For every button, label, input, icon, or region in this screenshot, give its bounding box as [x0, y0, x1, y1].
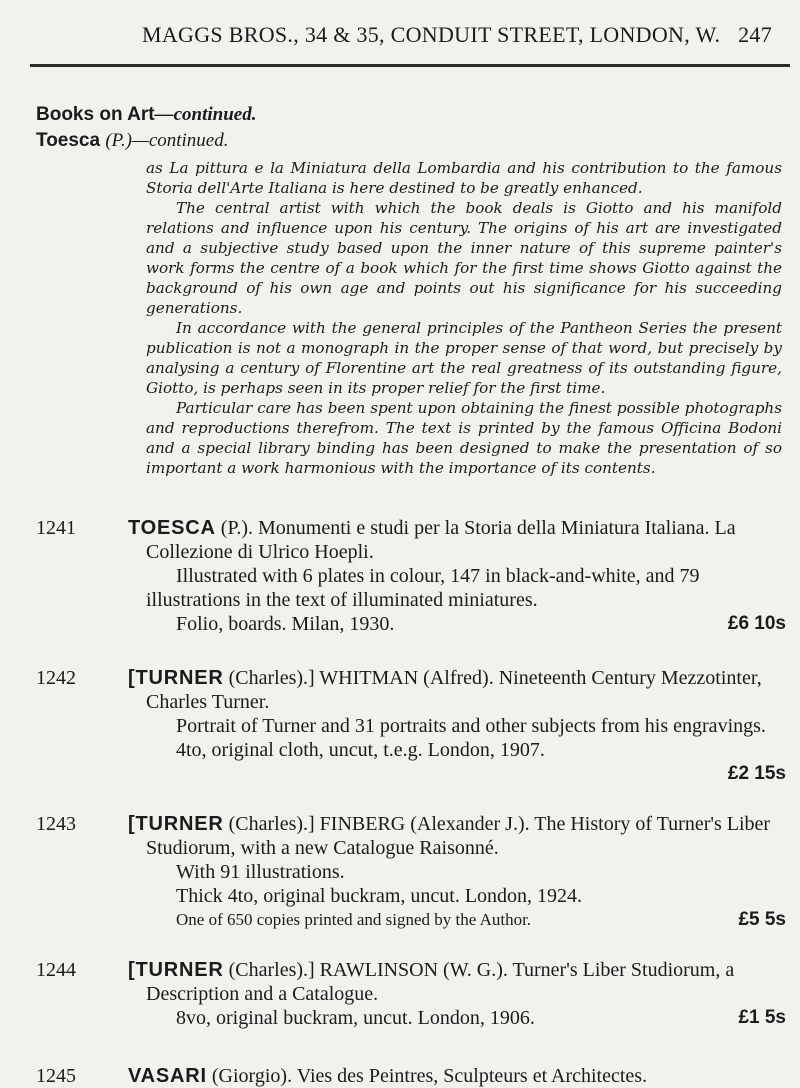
entry-illustrations: With 91 illustrations.	[176, 861, 345, 883]
entry-number: 1243	[36, 813, 76, 835]
entry-author: TOESCA	[128, 517, 216, 539]
description-paragraph: as La pittura e la Miniatura della Lombardia and his contribution to the famous Storia dell'Arte Italiana is here destined to be greatly enhanced.	[146, 159, 782, 197]
description-paragraph: The central artist with which the book deals is Giotto and his manifold relations and influence upon his century. The origins of his art are investigated and a subjective study based upon the inner nature of this supreme painter's work forms the centre of a book which for the first time shows Giotto against the background of his own age and points out his significance for his succeeding generations.	[146, 199, 782, 317]
author-continued-name: Toesca	[36, 130, 101, 151]
entry-format: 8vo, original buckram, uncut. London, 1906.	[176, 1007, 535, 1029]
page-number: 247	[738, 22, 772, 47]
entry-author: [TURNER	[128, 959, 224, 981]
entry-title: (Charles).] FINBERG (Alexander J.). The History of Turner's Liber Studiorum, with a new Catalogue Raisonné.	[146, 813, 771, 859]
entry-title: (P.). Monumenti e studi per la Storia della Miniatura Italiana. La Collezione di Ulrico Hoepli.	[146, 517, 736, 563]
entry-format: 4to, original cloth, uncut, t.e.g. London, 1907.	[176, 739, 545, 761]
entry-note: One of 650 copies printed and signed by the Author.	[176, 910, 532, 929]
entry-number: 1245	[36, 1065, 76, 1087]
entry-author: [TURNER	[128, 667, 224, 689]
entry-title: (Charles).] WHITMAN (Alfred). Nineteenth Century Mezzotinter, Charles Turner.	[146, 667, 762, 713]
entry-number: 1242	[36, 667, 76, 689]
description-paragraph: In accordance with the general principles of the Pantheon Series the present publication is not a monograph in the proper sense of that word, but precisely by analysing a century of Florentine art the real greatness of its outstanding figure, Giotto, is perhaps seen in its proper relief for the first time.	[146, 319, 782, 397]
header-rule	[30, 64, 790, 67]
catalogue-entry	[36, 812, 786, 932]
entry-author: [TURNER	[128, 813, 224, 835]
section-title	[36, 104, 256, 126]
author-continued	[36, 130, 229, 152]
entry-description	[146, 158, 782, 478]
entry-illustrations: Illustrated with 6 plates in colour, 147 in black-and-white, and 79 illustrations in the text of illuminated miniatures.	[146, 565, 700, 611]
header-text: MAGGS BROS., 34 & 35, CONDUIT STREET, LONDON, W.	[142, 22, 721, 47]
description-paragraph: Particular care has been spent upon obtaining the finest possible photographs and reproductions therefrom. The text is printed by the famous Officina Bodoni and a special library binding has been designed to make the presentation of so important a work harmonious with the importance of its contents.	[146, 399, 782, 477]
entry-price: £1 5s	[738, 1007, 786, 1028]
entry-title: (Giorgio). Vies des Peintres, Sculpteurs et Architectes.	[211, 1065, 648, 1087]
entry-number: 1241	[36, 517, 76, 539]
entry-number: 1244	[36, 959, 76, 981]
section-title-text: Books on Art	[36, 104, 155, 125]
catalogue-entry	[36, 666, 786, 784]
entry-illustrations: Portrait of Turner and 31 portraits and other subjects from his engravings.	[176, 715, 766, 737]
entry-format: Folio, boards. Milan, 1930.	[176, 613, 395, 635]
entry-price: £2 15s	[727, 763, 786, 784]
catalogue-entry	[36, 958, 786, 1030]
entry-price: £5 5s	[738, 909, 786, 930]
entry-title: (Charles).] RAWLINSON (W. G.). Turner's Liber Studiorum, a Description and a Catalogue.	[146, 959, 735, 1005]
entry-price: £6 10s	[727, 613, 786, 634]
entry-format: Thick 4to, original buckram, uncut. London, 1924.	[176, 885, 583, 907]
catalogue-entry	[36, 516, 786, 636]
author-continued-rest: (P.)—continued.	[105, 130, 229, 151]
catalogue-entry	[36, 1064, 786, 1088]
section-continued: —continued.	[154, 104, 257, 125]
entry-author: VASARI	[128, 1065, 207, 1087]
page-header	[142, 22, 772, 48]
